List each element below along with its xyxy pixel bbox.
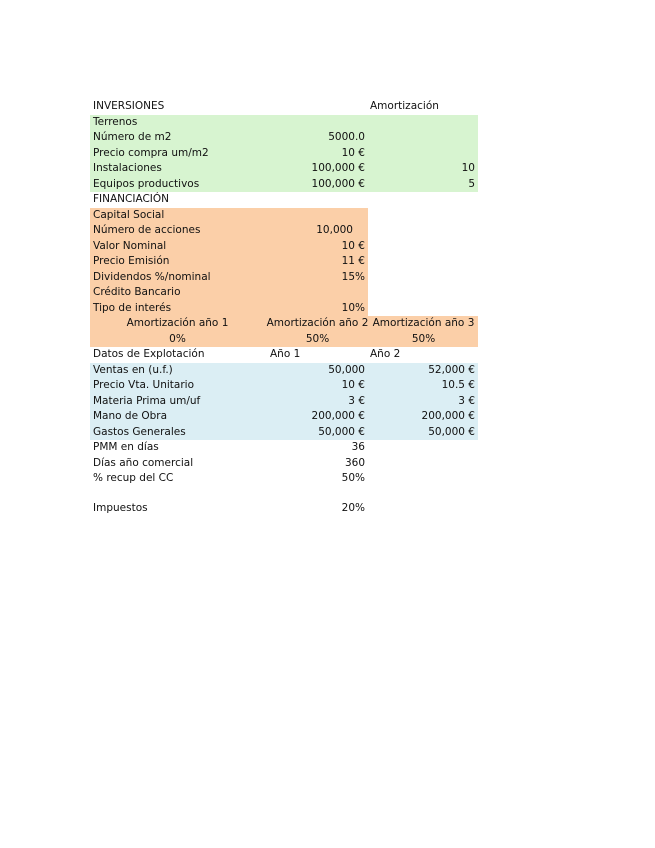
impuestos-value[interactable]: 20% (341, 501, 365, 514)
row-label[interactable]: Valor Nominal (93, 239, 167, 252)
row-label[interactable]: Precio Emisión (93, 255, 170, 267)
row-y2[interactable]: 3 € (458, 394, 475, 407)
inversiones-header-row (90, 99, 478, 115)
row-value[interactable]: 10,000 (316, 224, 353, 236)
row-label[interactable]: Gastos Generales (93, 425, 186, 438)
financiacion-row (90, 239, 478, 255)
amort-label-1[interactable]: Amortización año 1 (126, 317, 229, 329)
row-label[interactable]: Instalaciones (93, 162, 162, 174)
row-value[interactable]: 36 (351, 441, 365, 453)
row-label[interactable]: Días año comercial (93, 456, 194, 469)
financiacion-header-row (90, 192, 478, 208)
amort-value-2[interactable]: 50% (305, 332, 330, 345)
row-value[interactable]: 10 € (341, 146, 365, 159)
row-amort[interactable]: 10 (461, 162, 475, 174)
impuestos-row (90, 501, 478, 517)
amortizacion-header[interactable]: Amortización (370, 100, 439, 112)
row-label[interactable]: Ventas en (u.f.) (93, 363, 173, 376)
financiacion-row (90, 285, 478, 301)
row-label[interactable]: Materia Prima um/uf (93, 394, 201, 407)
explotacion-row (90, 409, 478, 425)
row-y2[interactable]: 52,000 € (428, 363, 475, 376)
otros-row (90, 440, 478, 456)
financiacion-row (90, 270, 478, 286)
explotacion-row (90, 378, 478, 394)
financiacion-row (90, 301, 478, 317)
inversiones-row (90, 115, 478, 131)
row-amort[interactable]: 5 (468, 177, 475, 190)
financiacion-title[interactable]: FINANCIACIÓN (93, 193, 170, 205)
explotacion-title[interactable]: Datos de Explotación (93, 348, 205, 360)
row-value[interactable]: 360 (344, 456, 365, 469)
row-label[interactable]: Dividendos %/nominal (93, 270, 211, 283)
explotacion-header-row (90, 347, 478, 363)
empty-row (90, 487, 478, 501)
inversiones-row (90, 130, 478, 146)
row-label[interactable]: Mano de Obra (93, 410, 168, 422)
inversiones-row (90, 146, 478, 162)
row-label[interactable]: PMM en días (93, 441, 159, 453)
row-y2[interactable]: 50,000 € (428, 425, 475, 438)
row-y2[interactable]: 10.5 € (441, 379, 475, 391)
row-y1[interactable]: 3 € (348, 394, 365, 407)
amort-value-3[interactable]: 50% (411, 332, 436, 345)
row-y1[interactable]: 50,000 (328, 363, 365, 376)
otros-row (90, 456, 478, 472)
row-label[interactable]: Número de acciones (93, 224, 201, 236)
year2-header[interactable]: Año 2 (370, 348, 401, 360)
financiacion-row (90, 254, 478, 270)
amortizacion-labels-row (90, 316, 478, 332)
spreadsheet (90, 99, 478, 516)
financiacion-row (90, 208, 478, 224)
row-label[interactable]: Precio Vta. Unitario (93, 379, 195, 391)
financiacion-row (90, 223, 478, 239)
row-y1[interactable]: 50,000 € (318, 425, 365, 438)
row-value[interactable]: 10% (341, 301, 365, 314)
otros-row (90, 471, 478, 487)
year1-header[interactable]: Año 1 (270, 348, 301, 360)
row-y2[interactable]: 200,000 € (421, 410, 475, 422)
row-value[interactable]: 10 € (341, 239, 365, 252)
row-y1[interactable]: 10 € (341, 379, 365, 391)
amort-value-1[interactable]: 0% (169, 332, 186, 345)
row-label[interactable]: Terrenos (93, 115, 138, 128)
row-value[interactable]: 100,000 € (311, 177, 365, 190)
row-label[interactable]: Precio compra um/m2 (93, 146, 209, 159)
impuestos-label[interactable]: Impuestos (93, 501, 148, 514)
amort-label-3[interactable]: Amortización año 3 (372, 317, 475, 329)
row-label[interactable]: Equipos productivos (93, 177, 200, 190)
row-label[interactable]: Tipo de interés (93, 301, 172, 314)
inversiones-title[interactable]: INVERSIONES (93, 100, 165, 112)
explotacion-row (90, 363, 478, 379)
explotacion-row (90, 425, 478, 441)
row-value[interactable]: 5000.0 (328, 131, 365, 143)
row-value[interactable]: 11 € (341, 255, 365, 267)
amortizacion-values-row (90, 332, 478, 348)
row-label[interactable]: Capital Social (93, 208, 165, 221)
row-value[interactable]: 100,000 € (311, 162, 365, 174)
amort-label-2[interactable]: Amortización año 2 (266, 317, 369, 329)
row-label[interactable]: Número de m2 (93, 131, 172, 143)
inversiones-row (90, 177, 478, 193)
explotacion-row (90, 394, 478, 410)
row-y1[interactable]: 200,000 € (311, 410, 365, 422)
row-value[interactable]: 50% (341, 472, 365, 484)
row-label[interactable]: % recup del CC (93, 472, 174, 484)
row-label[interactable]: Crédito Bancario (93, 286, 181, 298)
inversiones-row (90, 161, 478, 177)
row-value[interactable]: 15% (341, 270, 365, 283)
